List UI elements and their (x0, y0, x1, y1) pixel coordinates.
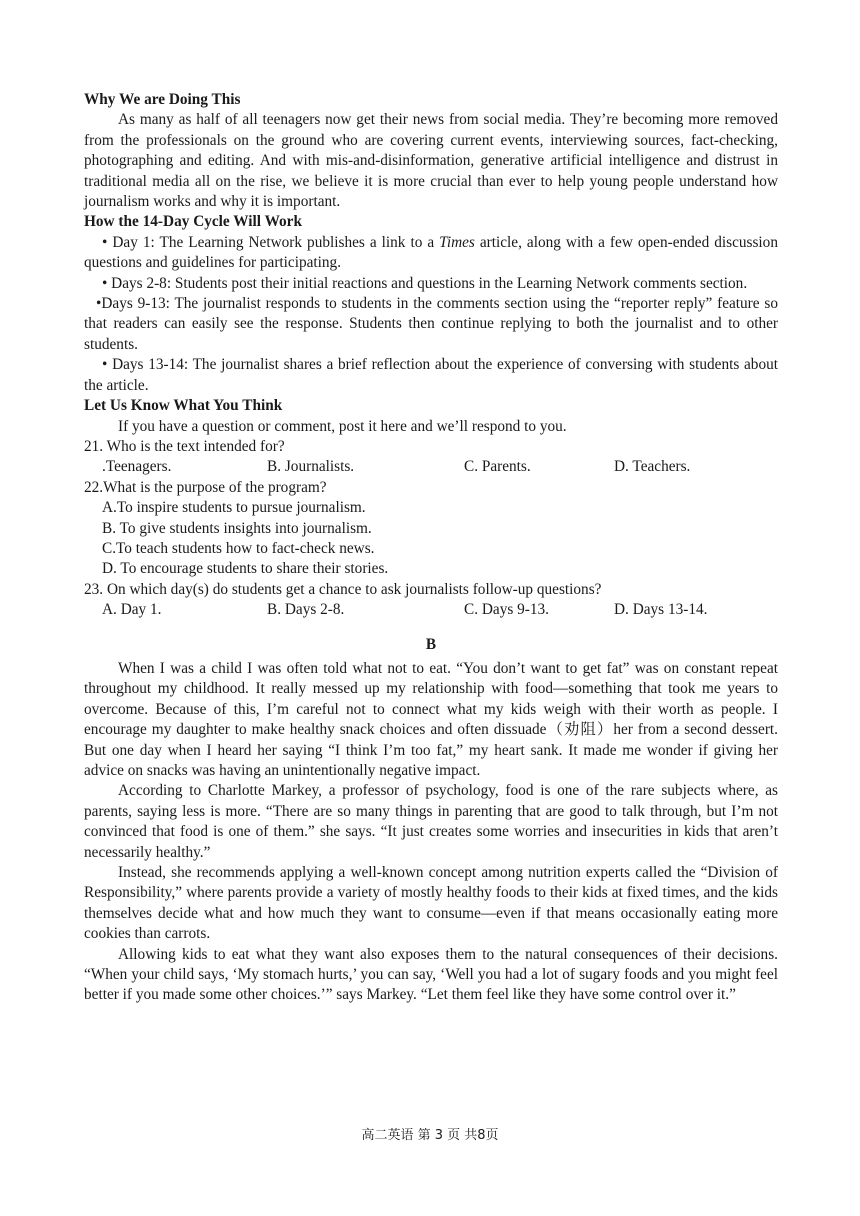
paragraph-feedback: If you have a question or comment, post it here and we’ll respond to you. (118, 417, 567, 435)
option-a: A.To inspire students to pursue journalism. (102, 499, 366, 517)
page-footer: 高二英语 第 3 页 共8页 (361, 1128, 499, 1143)
passage-b-paragraph-2: According to Charlotte Markey, a professor of psychology, food is one of the rare subjects where, as parents, saying less is more. “There are so many things in parenting that are good to talk through, but I’m not convinced that food is one of them.” she says. “It just creates some worries and insecurities in kids that aren’t necessarily healthy.” (84, 782, 778, 861)
bullet-days-9-13: •Days 9-13: The journalist responds to students in the comments section using the “reporter reply” feature so that readers can easily see the response. Students then continue replying to both the journalist and to other students. (84, 295, 778, 353)
section-heading-feedback: Let Us Know What You Think (84, 397, 283, 415)
option-c: C. Parents. (464, 458, 531, 476)
option-d: D. Teachers. (614, 458, 691, 476)
option-c: C. Days 9-13. (464, 601, 549, 619)
bullet-days-2-8: • Days 2-8: Students post their initial reactions and questions in the Learning Network comments section. (102, 274, 748, 292)
bullet-days-13-14: • Days 13-14: The journalist shares a brief reflection about the experience of conversing with students about the article. (84, 356, 778, 394)
question-23: 23. On which day(s) do students get a chance to ask journalists follow-up questions? (84, 580, 602, 598)
option-d: D. To encourage students to share their stories. (102, 560, 389, 578)
option-b: B. To give students insights into journalism. (102, 519, 372, 537)
option-b: B. Days 2-8. (267, 601, 345, 619)
option-b: B. Journalists. (267, 458, 355, 476)
passage-b-paragraph-1: When I was a child I was often told what not to eat. “You don’t want to get fat” was on constant repeat throughout my childhood. It really messed up my relationship with food—something that took me years to overcome. Because of this, I’m careful not to connect what my kids weigh with their worth as people. I encourage my daughter to make healthy snack choices and often dissuade（劝阻）her from a second dessert. But one day when I heard her saying “I think I’m too fat,” my heart sank. It made me wonder if giving her advice on snacks was having an unintentionally negative impact. (84, 659, 778, 779)
section-letter-b: B (425, 635, 437, 653)
question-22: 22.What is the purpose of the program? (84, 478, 327, 496)
question-21: 21. Who is the text intended for? (84, 437, 285, 455)
option-a: .Teenagers. (102, 458, 172, 476)
bullet-day-1: • Day 1: The Learning Network publishes a link to a Times article, along with a few open-ended discussion questions and guidelines for participating. (84, 233, 778, 272)
question-21-options (84, 457, 778, 477)
paragraph-why: As many as half of all teenagers now get their news from social media. They’re becoming more removed from the professionals on the ground who are covering current events, interviewing sources, fact-checking, photographing and editing. And with mis-and-disinformation, generative artificial intelligence and distrust in traditional media all on the rise, we believe it is more crucial than ever to help young people understand how journalism works and why it is important. (84, 111, 778, 211)
option-c: C.To teach students how to fact-check news. (102, 539, 375, 557)
passage-b-paragraph-3: Instead, she recommends applying a well-known concept among nutrition experts called the “Division of Responsibility,” where parents provide a variety of mostly healthy foods to their kids at fixed times, and the kids themselves decide what and how much they want to consume—even if that means occasionally eating more cookies than carrots. (84, 864, 778, 943)
section-heading-why: Why We are Doing This (84, 91, 241, 108)
exam-page (84, 90, 778, 1006)
option-d: D. Days 13-14. (614, 601, 708, 619)
passage-b-paragraph-4: Allowing kids to eat what they want also exposes them to the natural consequences of their decisions. “When your child says, ‘My stomach hurts,’ you can say, ‘Well you had a lot of sugary foods and you might feel better if you made some other choices.’” says Markey. “Let them feel like they have some control over it.” (84, 945, 778, 1004)
option-a: A. Day 1. (102, 601, 162, 619)
section-heading-cycle: How the 14-Day Cycle Will Work (84, 213, 302, 231)
question-23-options (84, 600, 778, 620)
